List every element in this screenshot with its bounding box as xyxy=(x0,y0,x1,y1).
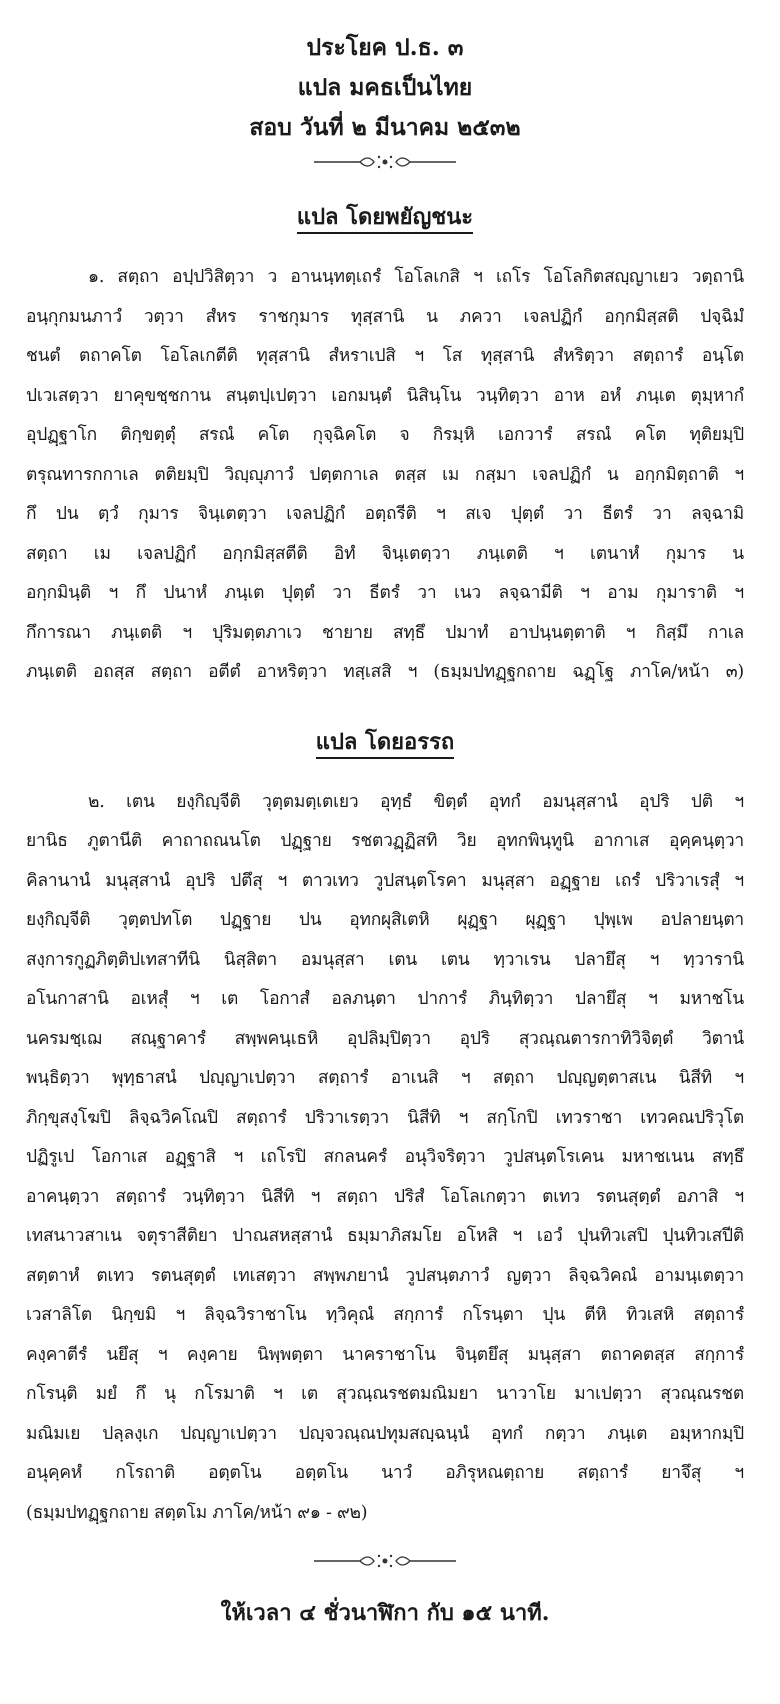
passage-line: ปฏิรูเป โอกาเส อฏฺฐาสิ ฯ เถโรปิ สกลนครํ อนุวิจริตฺวา วูปสนฺตโรเคน มหาชเนน สทฺธึ xyxy=(26,1147,744,1167)
passage-line: ภนฺเตติ อถสฺส สตฺถา อตีตํ อาหริตฺวา ทสฺเสสิ ฯ (ธมฺมปทฏฺฐกถาย ฉฏฺโฐ ภาโค/หน้า ๓) xyxy=(26,662,744,682)
passage-line: ภิกฺขุสงฺโฆปิ ลิจฺฉวิคโณปิ สตฺถารํ ปริวาเรตฺวา นิสีทิ ฯ สกฺโกปิ เทวราชา เทวคณปริวุโต xyxy=(26,1107,744,1128)
passage-line: กึ ปน ตฺวํ กุมาร จินฺเตตฺวา เจลปฏิกํ อตฺถรีติ ฯ สเจ ปุตฺตํ วา ธีตรํ วา ลจฺฉามิ xyxy=(26,504,744,524)
passage-line: อกฺกมินฺติ ฯ กึ ปนาหํ ภนฺเต ปุตฺตํ วา ธีตรํ วา เนว ลจฺฉามีติ ฯ อาม กุมาราติ ฯ xyxy=(26,583,744,603)
passage-line: สงฺการกูฏภิตฺติปเทสาทีนิ นิสฺสิตา อมนุสฺสา เตน เตน ทฺวาเรน ปลายึสุ ฯ ทฺวารานิ xyxy=(26,949,744,970)
passage-line: อนุคฺคหํ กโรถาติ อตฺตโน อตฺตโน นาวํ อภิรุหณตฺถาย สตฺถารํ ยาจึสุ ฯ xyxy=(26,1463,744,1483)
exam-header xyxy=(26,28,744,148)
ornament-divider-top xyxy=(310,152,460,172)
passage-line: เวสาลิโต นิกฺขมิ ฯ ลิจฺฉวิราชาโน ทฺวิคุณํ สกฺการํ กโรนฺตา ปุน ตีหิ ทิวเสหิ สตฺถารํ xyxy=(26,1305,744,1325)
passage-line: อาคนฺตฺวา สตฺถารํ วนฺทิตฺวา นิสีทิ ฯ สตฺถา ปริสํ โอโลเกตฺวา ตเทว รตนสุตฺตํ อภาสิ ฯ xyxy=(26,1186,744,1207)
passage-line: กึการณา ภนฺเตติ ฯ ปุริมตฺตภาเว ชายาย สทฺธึ ปมาทํ อาปนฺนตฺตาติ ฯ กิสฺมึ กาเล xyxy=(26,622,744,643)
passage-line: ชนตํ ตถาคโต โอโลเกตีติ ทุสฺสานิ สํหราเปสิ ฯ โส ทุสฺสานิ สํหริตฺวา สตฺถารํ อนฺโต xyxy=(26,346,744,366)
passage-line: พนฺธิตฺวา พุทฺธาสนํ ปญฺญาเปตฺวา สตฺถารํ อาเนสิ ฯ สตฺถา ปญฺญตฺตาสเน นิสีทิ ฯ xyxy=(26,1068,744,1088)
passage-two xyxy=(26,783,744,1534)
passage-source: (ธมฺมปทฏฺฐกถาย สตฺตโม ภาโค/หน้า ๙๑ - ๙๒) xyxy=(26,1502,368,1523)
passage-line: อนฺกุกมนภาวํ วตฺวา สํหร ราชกุมาร ทุสฺสานิ น ภควา เจลปฏิกํ อกฺกมิสฺสติ ปจฺฉิมํ xyxy=(26,306,744,327)
passage-one xyxy=(26,258,744,693)
section-heading-literal: แปล โดยพยัญชนะ xyxy=(26,202,744,232)
passage-line: ปเวเสตฺวา ยาคุขชฺชกาน สนฺตปฺเปตฺวา เอกมนฺตํ นิสินฺโน วนฺทิตฺวา อาห อหํ ภนฺเต ตุมฺหากํ xyxy=(26,385,744,406)
passage-line: อโนกาสานิ อเหสุํ ฯ เต โอกาสํ อลภนฺตา ปาการํ ภินฺทิตฺวา ปลายึสุ ฯ มหาชโน xyxy=(26,989,744,1009)
passage-line: ยานิธ ภูตานีติ คาถาถณนโต ปฏฺฐาย รชตวฏฺฏิสทิ วิย อุทกพินฺทูนิ อากาเส อุคฺคนฺตฺวา xyxy=(26,831,744,851)
time-allowed: ให้เวลา ๔ ชั่วนาฬิกา กับ ๑๕ นาที. xyxy=(220,1600,550,1626)
passage-line: อุปฏฺฐาโก ติกฺขตฺตุํ สรณํ คโต กุจฺฉิคโต จ กิรมฺหิ เอกวารํ สรณํ คโต ทุติยมฺปิ xyxy=(26,425,744,445)
passage-line: ตรุณทารกกาเล ตติยมฺปิ วิญฺญุภาวํ ปตฺตกาเล ตสฺส เม กสฺมา เจลปฏิกํ น อกฺกมิตฺถาติ ฯ xyxy=(26,464,744,485)
passage-line: สตฺถา เม เจลปฏิกํ อกฺกมิสฺสตีติ อิทํ จินฺเตตฺวา ภนฺเตติ ฯ เตนาหํ กุมาร น xyxy=(26,543,744,564)
passage-line: มณิมเย ปลฺลงฺเก ปญฺญาเปตฺวา ปญฺจวณฺณปทุมสญฺฉนฺนํ อุทกํ กตฺวา ภนฺเต อมฺหากมฺปิ xyxy=(26,1423,744,1444)
exam-date: สอบ วันที่ ๒ มีนาคม ๒๕๓๒ xyxy=(249,114,521,141)
ornament-divider-bottom xyxy=(310,1551,460,1571)
passage-line: นครมชฺเฌ สณฺฐาคารํ สพฺพคนฺเธหิ อุปลิมฺปิตฺวา อุปริ สุวณฺณตารกาทิวิจิตฺตํ วิตานํ xyxy=(26,1028,744,1049)
section-heading-meaning: แปล โดยอรรถ xyxy=(26,727,744,757)
passage-line: ยงฺกิญฺจีติ วุตฺตปทโต ปฏฺฐาย ปน อุทกผุสิเตหิ ผุฏฺฐา ผุฏฺฐา ปุพฺเพ อปลายนฺตา xyxy=(26,910,744,930)
passage-line: คิลานานํ มนุสฺสานํ อุปริ ปตึสุ ฯ ตาวเทว วูปสนฺตโรคา มนุสฺสา อฏฺฐาย เถรํ ปริวาเรสุํ ฯ xyxy=(26,870,744,891)
exam-level: ประโยค ป.ธ. ๓ xyxy=(306,34,464,61)
passage-line: ๑. สตฺถา อปฺปวิสิตฺวา ว อานนฺทตฺเถรํ โอโลเกสิ ฯ เถโร โอโลกิตสญฺญาเยว วตฺถานิ xyxy=(88,267,744,287)
exam-subject: แปล มคธเป็นไทย xyxy=(297,74,473,101)
passage-line: คงฺคาตีรํ นยึสุ ฯ คงฺคาย นิพฺพตฺตา นาคราชาโน จินฺตยึสุ มนุสฺสา ตถาคตสฺส สกฺการํ xyxy=(26,1344,744,1365)
passage-line: กโรนฺติ มยํ กึ นุ กโรมาติ ฯ เต สุวณฺณรชตมณิมยา นาวาโย มาเปตฺวา สุวณฺณรชต xyxy=(26,1384,744,1404)
passage-line: สตฺตาหํ ตเทว รตนสุตฺตํ เทเสตฺวา สพฺพภยานํ วูปสนฺตภาวํ ญตฺวา ลิจฺฉวิคณํ อามนฺเตตฺวา xyxy=(26,1265,744,1286)
passage-line: เทสนาวสาเน จตุราสีติยา ปาณสหสฺสานํ ธมฺมาภิสมโย อโหสิ ฯ เอวํ ปุนทิวเสปิ ปุนทิวเสปีติ xyxy=(26,1226,744,1246)
passage-line: ๒. เตน ยงฺกิญฺจีติ วุตฺตมตฺเตเยว อุทฺธํ ขิตฺตํ อุทกํ อมนุสฺสานํ อุปริ ปติ ฯ xyxy=(88,791,744,812)
